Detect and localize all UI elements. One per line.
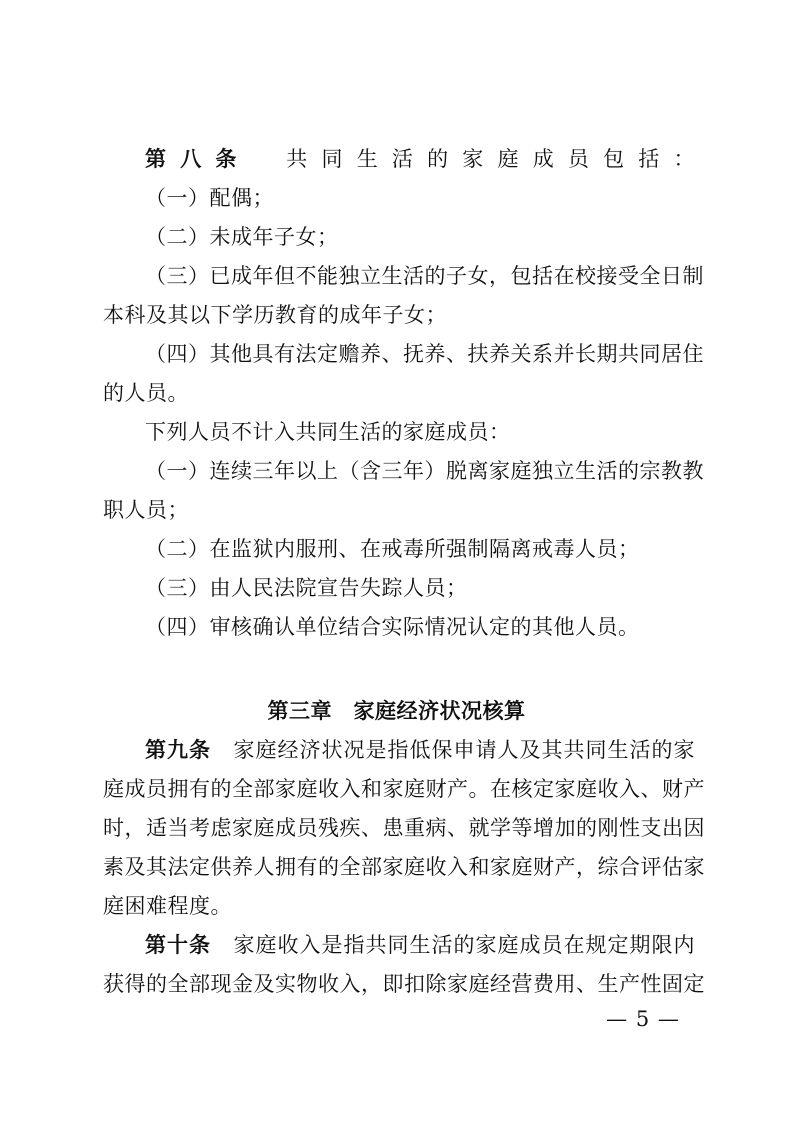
article-8-item-2: （二）未成年子女； (145, 225, 339, 249)
article-10-first-line (145, 930, 695, 960)
article-8-label: 第八条 (145, 146, 251, 171)
article-8-item-3-line-1: （三）已成年但不能独立生活的子女，包括在校接受全日制 (145, 264, 704, 288)
article-9-text-start: 家庭经济状况是指低保申请人及其共同生活的家 (233, 738, 695, 762)
article-8-exclusion-intro: 下列人员不计入共同生活的家庭成员： (145, 420, 511, 444)
article-8-exclusion-1-line-2: 职人员； (103, 498, 189, 522)
article-8-intro: 共同生活的家庭成员包括： (272, 147, 696, 171)
article-8-item-3-line-2: 本科及其以下学历教育的成年子女； (103, 303, 447, 327)
article-8-item-1: （一）配偶； (145, 186, 274, 210)
article-9-line-2: 庭成员拥有的全部家庭收入和家庭财产。在核定家庭收入、财产 (103, 777, 705, 801)
article-9-line-5: 庭困难程度。 (103, 894, 232, 918)
article-10-text-start: 家庭收入是指共同生活的家庭成员在规定期限内 (233, 933, 695, 957)
article-8-exclusion-1-line-1: （一）连续三年以上（含三年）脱离家庭独立生活的宗教教 (145, 459, 704, 483)
page-number: — 5 — (606, 1007, 680, 1031)
article-9-line-3: 时，适当考虑家庭成员残疾、患重病、就学等增加的刚性支出因 (103, 816, 705, 840)
article-10-label: 第十条 (145, 932, 211, 957)
article-8-item-4-line-1: （四）其他具有法定赡养、抚养、扶养关系并长期共同居住 (145, 342, 704, 366)
article-10-line-2: 获得的全部现金及实物收入，即扣除家庭经营费用、生产性固定 (103, 972, 705, 996)
article-8-exclusion-3: （三）由人民法院宣告失踪人员； (145, 576, 468, 600)
article-8-item-4-line-2: 的人员。 (103, 381, 189, 405)
article-8-intro-line (145, 144, 695, 174)
article-8-exclusion-2: （二）在监狱内服刑、在戒毒所强制隔离戒毒人员； (145, 537, 640, 561)
article-9-line-4: 素及其法定供养人拥有的全部家庭收入和家庭财产，综合评估家 (103, 855, 705, 879)
chapter-3-heading: 第三章 家庭经济状况核算 (267, 698, 526, 723)
article-9-first-line (145, 735, 695, 765)
article-9-label: 第九条 (145, 737, 211, 762)
article-8-exclusion-4: （四）审核确认单位结合实际情况认定的其他人员。 (145, 615, 640, 639)
